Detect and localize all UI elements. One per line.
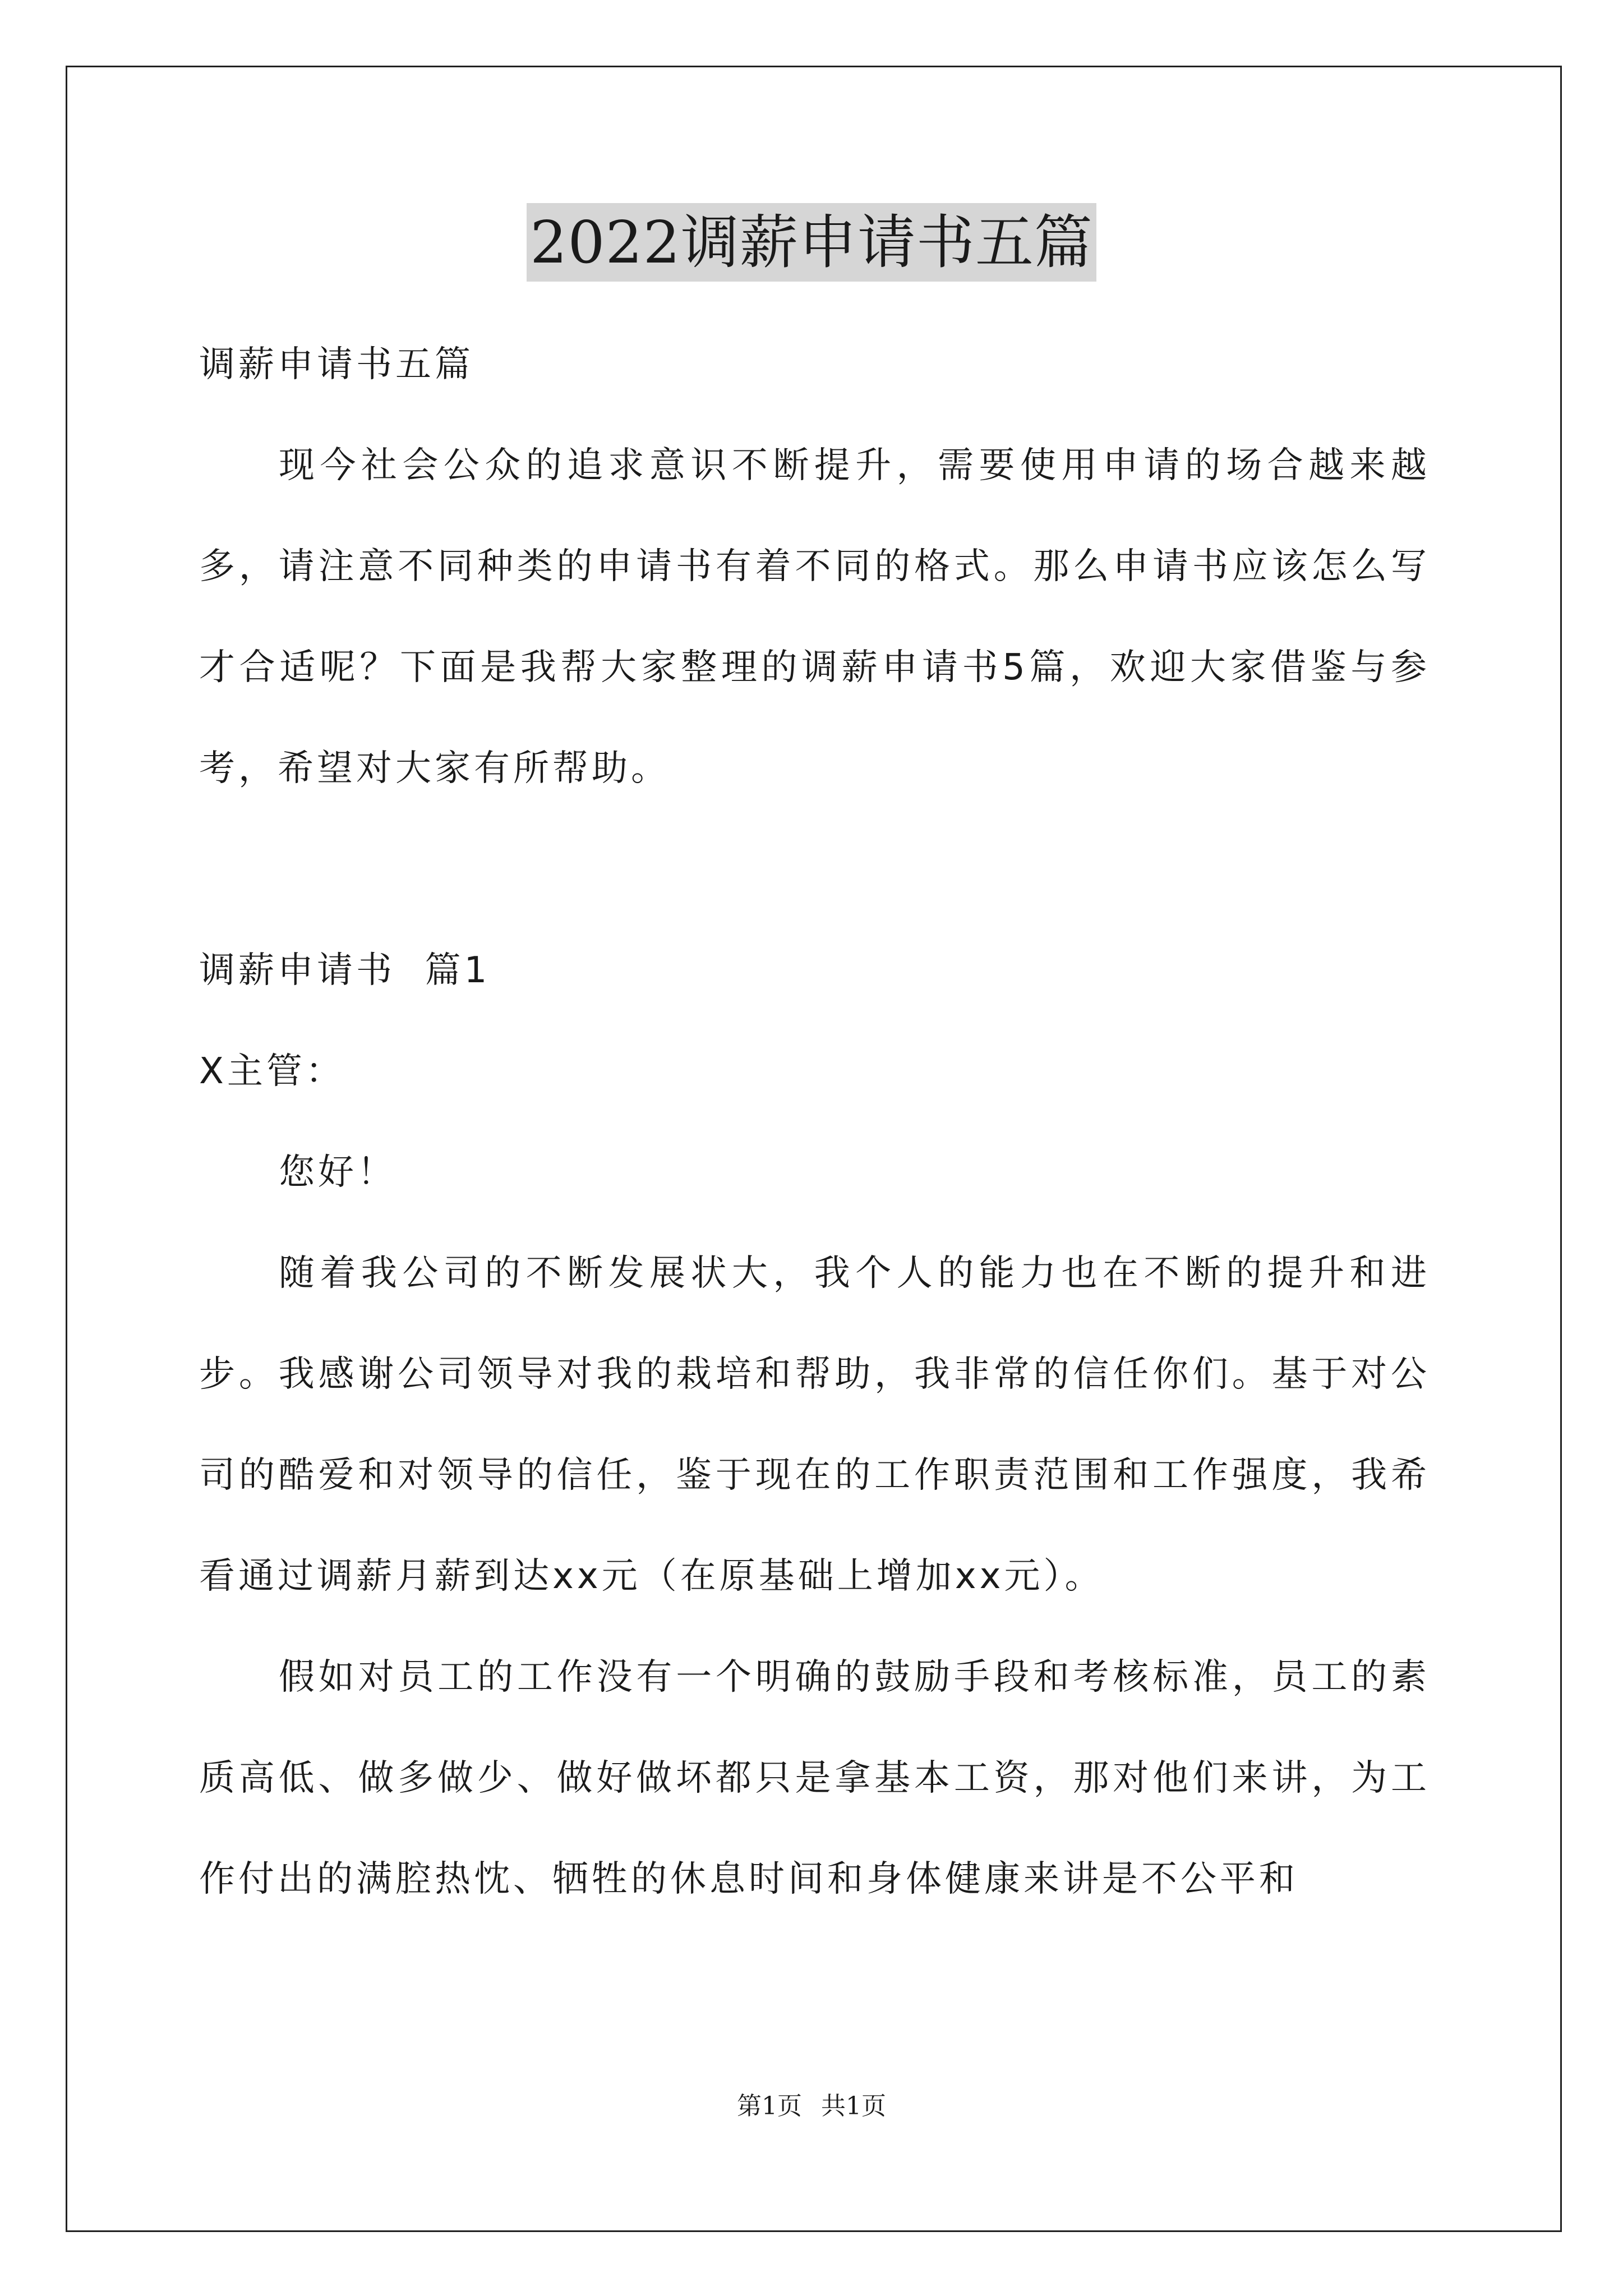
greeting: 您好！ <box>279 1152 396 1193</box>
section-heading: 调薪申请书 篇1 <box>199 950 491 991</box>
document-body <box>199 314 1430 1930</box>
body-paragraph: 假如对员工的工作没有一个明确的鼓励手段和考核标准，员工的素质高低、做多做少、做好做坏都只是拿基本工资，那对他们来讲，为工作付出的满腔热忱、牺牲的休息时间和身体健康来讲是不公平和 <box>199 1657 1430 1900</box>
title-container <box>0 203 1623 282</box>
section-spacer <box>199 819 1430 920</box>
body-paragraph: 随着我公司的不断发展状大，我个人的能力也在不断的提升和进步。我感谢公司领导对我的栽培和帮助，我非常的信任你们。基于对公司的酷爱和对领导的信任，鉴于现在的工作职责范围和工作强度，我希看通过调薪月薪到达xx元（在原基础上增加xx元）。 <box>199 1253 1430 1597</box>
salutation: X主管： <box>199 1051 345 1092</box>
page-footer: 第1页 共1页 <box>737 2092 886 2120</box>
document-subtitle: 调薪申请书五篇 <box>199 344 474 385</box>
document-title: 2022调薪申请书五篇 <box>527 203 1096 282</box>
intro-paragraph: 现今社会公众的追求意识不断提升，需要使用申请的场合越来越多，请注意不同种类的申请书有着不同的格式。那么申请书应该怎么写才合适呢？下面是我帮大家整理的调薪申请书5篇，欢迎大家借鉴与参考，希望对大家有所帮助。 <box>199 445 1430 789</box>
